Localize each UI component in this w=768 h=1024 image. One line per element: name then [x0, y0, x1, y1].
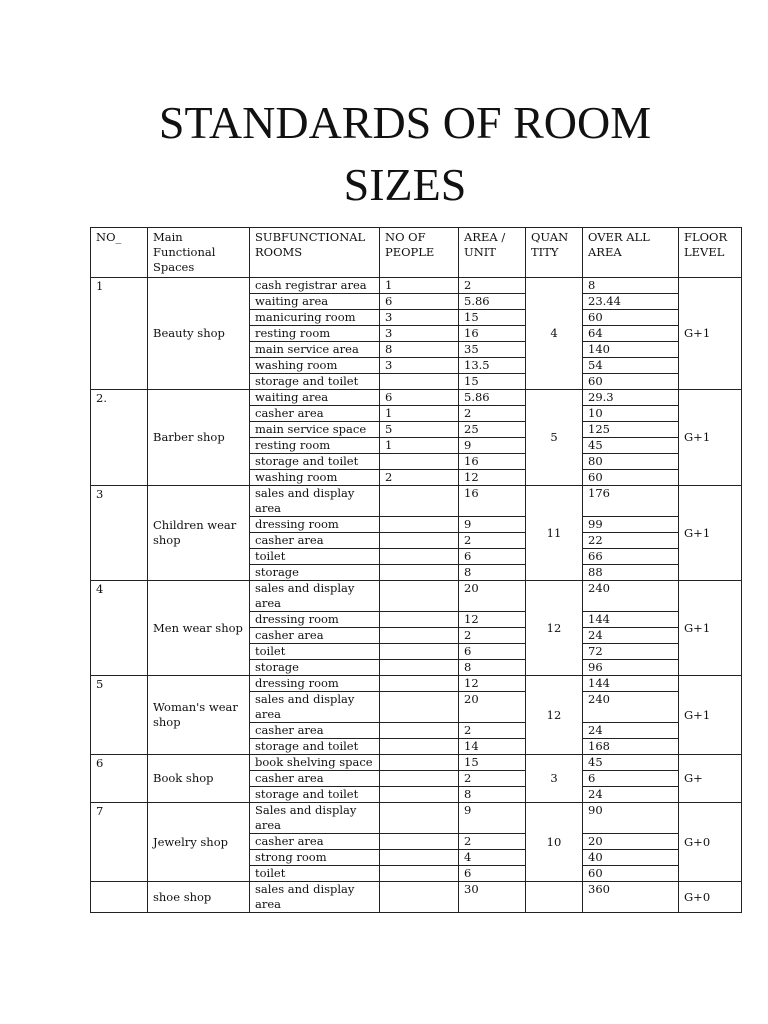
- row-number: 6: [91, 755, 148, 803]
- no-of-people: [380, 771, 459, 787]
- subfunctional-room: toilet: [250, 644, 380, 660]
- floor-level: G+: [679, 755, 742, 803]
- area-per-unit: 2: [459, 834, 526, 850]
- subfunctional-room: storage and toilet: [250, 454, 380, 470]
- no-of-people: [380, 723, 459, 739]
- area-per-unit: 2: [459, 723, 526, 739]
- no-of-people: 3: [380, 358, 459, 374]
- area-per-unit: 12: [459, 612, 526, 628]
- subfunctional-room: sales and display area: [250, 692, 380, 723]
- main-functional-space: Children wear shop: [148, 486, 250, 581]
- header-subfunctional-rooms: SUBFUNCTIONAL ROOMS: [250, 228, 380, 278]
- no-of-people: [380, 739, 459, 755]
- subfunctional-room: storage and toilet: [250, 787, 380, 803]
- area-per-unit: 35: [459, 342, 526, 358]
- overall-area: 60: [583, 470, 679, 486]
- area-per-unit: 30: [459, 882, 526, 913]
- overall-area: 10: [583, 406, 679, 422]
- area-per-unit: 20: [459, 581, 526, 612]
- subfunctional-room: dressing room: [250, 676, 380, 692]
- no-of-people: [380, 517, 459, 533]
- no-of-people: [380, 787, 459, 803]
- main-functional-space: Woman's wear shop: [148, 676, 250, 755]
- table-row: [91, 882, 742, 913]
- area-per-unit: 2: [459, 406, 526, 422]
- no-of-people: 3: [380, 310, 459, 326]
- overall-area: 140: [583, 342, 679, 358]
- no-of-people: [380, 612, 459, 628]
- subfunctional-room: casher area: [250, 771, 380, 787]
- subfunctional-room: casher area: [250, 723, 380, 739]
- no-of-people: [380, 692, 459, 723]
- no-of-people: [380, 644, 459, 660]
- no-of-people: 6: [380, 294, 459, 310]
- header-no: NO_: [91, 228, 148, 278]
- subfunctional-room: dressing room: [250, 612, 380, 628]
- subfunctional-room: strong room: [250, 850, 380, 866]
- header-quantity: QUAN TITY: [526, 228, 583, 278]
- subfunctional-room: washing room: [250, 358, 380, 374]
- overall-area: 72: [583, 644, 679, 660]
- overall-area: 20: [583, 834, 679, 850]
- overall-area: 29.3: [583, 390, 679, 406]
- subfunctional-room: waiting area: [250, 294, 380, 310]
- no-of-people: [380, 755, 459, 771]
- area-per-unit: 16: [459, 454, 526, 470]
- area-per-unit: 2: [459, 771, 526, 787]
- main-functional-space: Beauty shop: [148, 278, 250, 390]
- area-per-unit: 15: [459, 374, 526, 390]
- room-sizes-table: [90, 227, 742, 913]
- area-per-unit: 15: [459, 755, 526, 771]
- overall-area: 40: [583, 850, 679, 866]
- quantity: 12: [526, 581, 583, 676]
- subfunctional-room: casher area: [250, 406, 380, 422]
- page-title-line-2: SIZES: [343, 159, 467, 210]
- overall-area: 360: [583, 882, 679, 913]
- main-functional-space: Book shop: [148, 755, 250, 803]
- subfunctional-room: dressing room: [250, 517, 380, 533]
- row-number: [91, 882, 148, 913]
- no-of-people: [380, 866, 459, 882]
- header-no-of-people: NO OF PEOPLE: [380, 228, 459, 278]
- page-title-line-1: STANDARDS OF ROOM: [158, 97, 652, 148]
- no-of-people: 1: [380, 406, 459, 422]
- subfunctional-room: casher area: [250, 533, 380, 549]
- floor-level: G+1: [679, 581, 742, 676]
- header-floor-level: FLOOR LEVEL: [679, 228, 742, 278]
- no-of-people: 3: [380, 326, 459, 342]
- area-per-unit: 16: [459, 486, 526, 517]
- overall-area: 144: [583, 676, 679, 692]
- row-number: 5: [91, 676, 148, 755]
- floor-level: G+1: [679, 676, 742, 755]
- no-of-people: [380, 486, 459, 517]
- no-of-people: 1: [380, 438, 459, 454]
- overall-area: 8: [583, 278, 679, 294]
- overall-area: 45: [583, 755, 679, 771]
- subfunctional-room: waiting area: [250, 390, 380, 406]
- area-per-unit: 9: [459, 803, 526, 834]
- area-per-unit: 2: [459, 533, 526, 549]
- overall-area: 54: [583, 358, 679, 374]
- table-header-row: [91, 228, 742, 278]
- area-per-unit: 6: [459, 866, 526, 882]
- subfunctional-room: storage and toilet: [250, 374, 380, 390]
- overall-area: 240: [583, 692, 679, 723]
- area-per-unit: 13.5: [459, 358, 526, 374]
- no-of-people: 8: [380, 342, 459, 358]
- quantity: 12: [526, 676, 583, 755]
- overall-area: 99: [583, 517, 679, 533]
- no-of-people: 1: [380, 278, 459, 294]
- subfunctional-room: manicuring room: [250, 310, 380, 326]
- area-per-unit: 6: [459, 549, 526, 565]
- area-per-unit: 8: [459, 787, 526, 803]
- subfunctional-room: storage: [250, 660, 380, 676]
- area-per-unit: 16: [459, 326, 526, 342]
- overall-area: 64: [583, 326, 679, 342]
- no-of-people: [380, 882, 459, 913]
- table-body: [91, 278, 742, 913]
- subfunctional-room: sales and display area: [250, 581, 380, 612]
- no-of-people: [380, 676, 459, 692]
- overall-area: 168: [583, 739, 679, 755]
- no-of-people: [380, 454, 459, 470]
- subfunctional-room: cash registrar area: [250, 278, 380, 294]
- floor-level: G+1: [679, 390, 742, 486]
- overall-area: 240: [583, 581, 679, 612]
- floor-level: G+0: [679, 882, 742, 913]
- floor-level: G+0: [679, 803, 742, 882]
- overall-area: 24: [583, 723, 679, 739]
- no-of-people: [380, 533, 459, 549]
- area-per-unit: 15: [459, 310, 526, 326]
- table-row: [91, 581, 742, 612]
- subfunctional-room: sales and display area: [250, 882, 380, 913]
- subfunctional-room: resting room: [250, 438, 380, 454]
- header-main-functional-spaces: Main Functional Spaces: [148, 228, 250, 278]
- area-per-unit: 8: [459, 565, 526, 581]
- overall-area: 96: [583, 660, 679, 676]
- overall-area: 45: [583, 438, 679, 454]
- area-per-unit: 12: [459, 470, 526, 486]
- no-of-people: [380, 660, 459, 676]
- area-per-unit: 5.86: [459, 390, 526, 406]
- row-number: 2.: [91, 390, 148, 486]
- overall-area: 24: [583, 628, 679, 644]
- no-of-people: [380, 549, 459, 565]
- area-per-unit: 14: [459, 739, 526, 755]
- overall-area: 88: [583, 565, 679, 581]
- area-per-unit: 9: [459, 438, 526, 454]
- table-row: [91, 486, 742, 517]
- no-of-people: 2: [380, 470, 459, 486]
- subfunctional-room: resting room: [250, 326, 380, 342]
- overall-area: 80: [583, 454, 679, 470]
- page-title: [0, 92, 768, 216]
- overall-area: 6: [583, 771, 679, 787]
- area-per-unit: 9: [459, 517, 526, 533]
- table-row: [91, 278, 742, 294]
- subfunctional-room: storage and toilet: [250, 739, 380, 755]
- quantity: [526, 882, 583, 913]
- subfunctional-room: sales and display area: [250, 486, 380, 517]
- main-functional-space: Barber shop: [148, 390, 250, 486]
- no-of-people: [380, 850, 459, 866]
- no-of-people: 5: [380, 422, 459, 438]
- overall-area: 24: [583, 787, 679, 803]
- overall-area: 90: [583, 803, 679, 834]
- overall-area: 23.44: [583, 294, 679, 310]
- table-row: [91, 390, 742, 406]
- floor-level: G+1: [679, 486, 742, 581]
- subfunctional-room: toilet: [250, 549, 380, 565]
- quantity: 4: [526, 278, 583, 390]
- subfunctional-room: main service area: [250, 342, 380, 358]
- area-per-unit: 20: [459, 692, 526, 723]
- overall-area: 60: [583, 310, 679, 326]
- subfunctional-room: storage: [250, 565, 380, 581]
- subfunctional-room: washing room: [250, 470, 380, 486]
- area-per-unit: 6: [459, 644, 526, 660]
- row-number: 1: [91, 278, 148, 390]
- overall-area: 144: [583, 612, 679, 628]
- subfunctional-room: book shelving space: [250, 755, 380, 771]
- header-overall-area: OVER ALL AREA: [583, 228, 679, 278]
- overall-area: 60: [583, 866, 679, 882]
- subfunctional-room: casher area: [250, 834, 380, 850]
- floor-level: G+1: [679, 278, 742, 390]
- row-number: 4: [91, 581, 148, 676]
- subfunctional-room: Sales and display area: [250, 803, 380, 834]
- area-per-unit: 2: [459, 278, 526, 294]
- quantity: 5: [526, 390, 583, 486]
- table-row: [91, 803, 742, 834]
- no-of-people: [380, 374, 459, 390]
- no-of-people: [380, 628, 459, 644]
- area-per-unit: 25: [459, 422, 526, 438]
- no-of-people: [380, 581, 459, 612]
- row-number: 3: [91, 486, 148, 581]
- header-area-per-unit: AREA / UNIT: [459, 228, 526, 278]
- area-per-unit: 8: [459, 660, 526, 676]
- no-of-people: 6: [380, 390, 459, 406]
- subfunctional-room: casher area: [250, 628, 380, 644]
- main-functional-space: Jewelry shop: [148, 803, 250, 882]
- no-of-people: [380, 565, 459, 581]
- overall-area: 22: [583, 533, 679, 549]
- subfunctional-room: toilet: [250, 866, 380, 882]
- quantity: 11: [526, 486, 583, 581]
- table-row: [91, 755, 742, 771]
- table-row: [91, 676, 742, 692]
- overall-area: 66: [583, 549, 679, 565]
- area-per-unit: 5.86: [459, 294, 526, 310]
- no-of-people: [380, 834, 459, 850]
- quantity: 3: [526, 755, 583, 803]
- overall-area: 60: [583, 374, 679, 390]
- overall-area: 176: [583, 486, 679, 517]
- quantity: 10: [526, 803, 583, 882]
- overall-area: 125: [583, 422, 679, 438]
- area-per-unit: 2: [459, 628, 526, 644]
- no-of-people: [380, 803, 459, 834]
- area-per-unit: 4: [459, 850, 526, 866]
- main-functional-space: Men wear shop: [148, 581, 250, 676]
- subfunctional-room: main service space: [250, 422, 380, 438]
- area-per-unit: 12: [459, 676, 526, 692]
- main-functional-space: shoe shop: [148, 882, 250, 913]
- row-number: 7: [91, 803, 148, 882]
